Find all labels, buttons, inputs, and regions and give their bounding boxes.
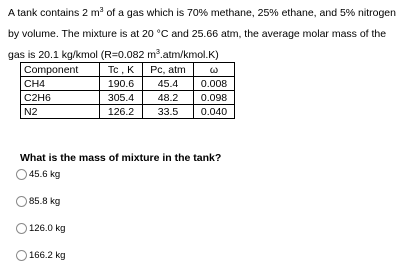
answer-option-2[interactable] — [16, 196, 60, 207]
table-cell: 126.2 — [100, 105, 143, 119]
problem-text: .atm/kmol.K) — [159, 49, 219, 61]
table-cell: 190.6 — [100, 77, 143, 91]
header-tc: Tc , K — [100, 63, 143, 77]
radio-button[interactable] — [16, 223, 27, 234]
table-row — [21, 77, 235, 91]
table-cell: CH4 — [21, 77, 100, 91]
header-component: Component — [21, 63, 100, 77]
radio-button[interactable] — [16, 250, 27, 261]
table-row — [21, 91, 235, 105]
table-cell: 33.5 — [143, 105, 194, 119]
problem-statement — [8, 3, 396, 66]
problem-line-2: by volume. The mixture is at 20 °C and 25.66 atm, the average molar mass of the — [8, 28, 387, 40]
option-label: 166.2 kg — [29, 250, 66, 261]
problem-text: gas is 20.1 kg/kmol (R=0.082 m — [8, 49, 156, 61]
answer-option-1[interactable] — [16, 169, 60, 180]
answer-option-4[interactable] — [16, 250, 65, 261]
problem-text: A tank contains 2 m — [8, 7, 100, 19]
answer-option-3[interactable] — [16, 223, 65, 234]
table-cell: 45.4 — [143, 77, 194, 91]
table-cell: 0.040 — [194, 105, 235, 119]
superscript: 3 — [99, 7, 104, 14]
question-text: What is the mass of mixture in the tank? — [20, 152, 222, 164]
problem-text: of a gas which is 70% methane, 25% ethane, and 5% nitrogen — [103, 7, 396, 19]
table-cell: 305.4 — [100, 91, 143, 105]
option-label: 85.8 kg — [29, 196, 61, 207]
header-omega: ω — [194, 63, 235, 77]
table-cell: N2 — [21, 105, 100, 119]
table-cell: 48.2 — [143, 91, 194, 105]
table-cell: 0.008 — [194, 77, 235, 91]
table-cell: 0.098 — [194, 91, 235, 105]
option-label: 45.6 kg — [29, 169, 61, 180]
table-row — [21, 105, 235, 119]
superscript: 3 — [155, 49, 160, 56]
table-header-row — [21, 63, 235, 77]
option-label: 126.0 kg — [29, 223, 66, 234]
radio-button[interactable] — [16, 196, 27, 207]
problem-line-1 — [8, 3, 396, 24]
radio-button[interactable] — [16, 169, 27, 180]
properties-table — [20, 62, 235, 119]
header-pc: Pc, atm — [143, 63, 194, 77]
table-cell: C2H6 — [21, 91, 100, 105]
